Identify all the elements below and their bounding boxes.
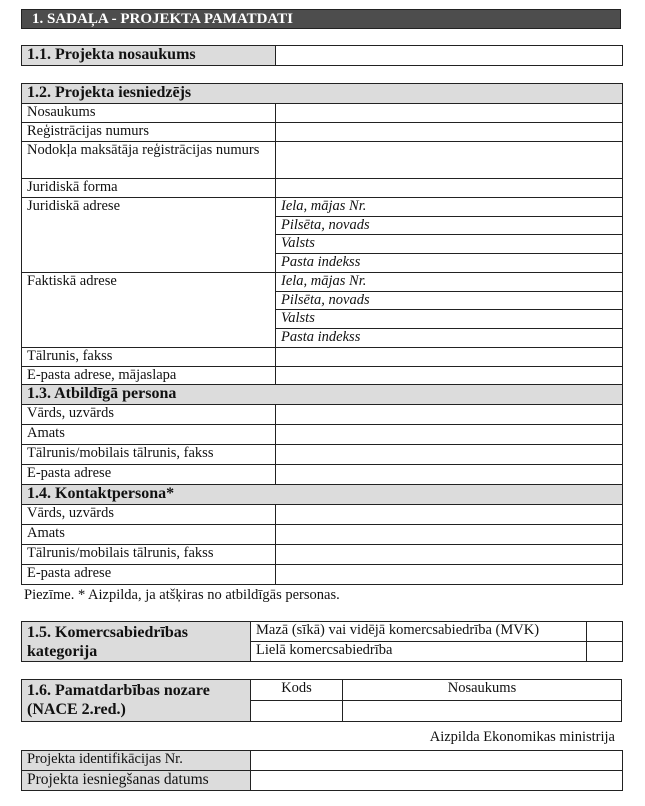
contact-phone-label: Tālrunis/mobilais tālrunis, fakss [22,545,276,565]
email-website-label: E-pasta adrese, mājaslapa [22,366,276,385]
tax-number-field[interactable] [276,142,623,179]
responsible-person-section-title: 1.3. Atbildīgā persona [22,385,623,405]
project-name-label: 1.1. Projekta nosaukums [22,46,276,66]
applicant-table [21,83,623,585]
applicant-section-title: 1.2. Projekta iesniedzējs [22,84,623,104]
responsible-position-field[interactable] [276,425,623,445]
contact-email-label: E-pasta adrese [22,565,276,585]
contact-name-label: Vārds, uzvārds [22,505,276,525]
actual-country-field[interactable]: Valsts [276,310,623,329]
submission-date-label: Projekta iesniegšanas datums [22,771,251,791]
contact-email-field[interactable] [276,565,623,585]
actual-city-field[interactable]: Pilsēta, novads [276,291,623,310]
responsible-phone-label: Tālrunis/mobilais tālrunis, fakss [22,445,276,465]
tax-number-label: Nodokļa maksātāja reģistrācijas numurs [22,142,276,179]
nace-code-header: Kods [251,680,343,701]
responsible-name-field[interactable] [276,405,623,425]
ministry-table [21,750,623,791]
applicant-name-field[interactable] [276,104,623,123]
company-category-label: 1.5. Komercsabiedrības kategorija [22,622,251,662]
category-large-label: Lielā komercsabiedrība [251,642,587,662]
nace-name-field[interactable] [343,701,622,722]
category-sme-label: Mazā (sīkā) vai vidējā komercsabiedrība (MVK) [251,622,587,642]
actual-postcode-field[interactable]: Pasta indekss [276,329,623,348]
submission-date-field[interactable] [251,771,623,791]
category-sme-checkbox[interactable] [587,622,623,642]
responsible-name-label: Vārds, uzvārds [22,405,276,425]
responsible-position-label: Amats [22,425,276,445]
actual-address-label: Faktiskā adrese [22,272,276,347]
legal-address-label: Juridiskā adrese [22,197,276,272]
nace-table [21,679,622,722]
contact-name-field[interactable] [276,505,623,525]
contact-position-label: Amats [22,525,276,545]
category-large-checkbox[interactable] [587,642,623,662]
responsible-email-field[interactable] [276,465,623,485]
legal-form-label: Juridiskā forma [22,179,276,198]
ministry-note: Aizpilda Ekonomikas ministrija [429,729,615,745]
legal-country-field[interactable]: Valsts [276,235,623,254]
registration-number-label: Reģistrācijas numurs [22,123,276,142]
project-name-field[interactable] [276,46,623,66]
legal-form-field[interactable] [276,179,623,198]
nace-label: 1.6. Pamatdarbības nozare (NACE 2.red.) [22,680,251,722]
contact-phone-field[interactable] [276,545,623,565]
legal-street-field[interactable]: Iela, mājas Nr. [276,197,623,216]
legal-postcode-field[interactable]: Pasta indekss [276,254,623,273]
email-website-field[interactable] [276,366,623,385]
actual-street-field[interactable]: Iela, mājas Nr. [276,272,623,291]
registration-number-field[interactable] [276,123,623,142]
contact-position-field[interactable] [276,525,623,545]
project-id-label: Projekta identifikācijas Nr. [22,751,251,771]
legal-city-field[interactable]: Pilsēta, novads [276,216,623,235]
applicant-name-label: Nosaukums [22,104,276,123]
company-category-table [21,621,623,662]
contact-person-section-title: 1.4. Kontaktpersona* [22,485,623,505]
phone-fax-label: Tālrunis, fakss [22,347,276,366]
nace-code-field[interactable] [251,701,343,722]
phone-fax-field[interactable] [276,347,623,366]
project-id-field[interactable] [251,751,623,771]
footnote: Piezīme. * Aizpilda, ja atšķiras no atbildīgās personas. [24,587,340,603]
nace-name-header: Nosaukums [343,680,622,701]
responsible-phone-field[interactable] [276,445,623,465]
project-name-table [21,45,623,66]
section-header: 1. SADAĻA - PROJEKTA PAMATDATI [21,9,621,29]
responsible-email-label: E-pasta adrese [22,465,276,485]
